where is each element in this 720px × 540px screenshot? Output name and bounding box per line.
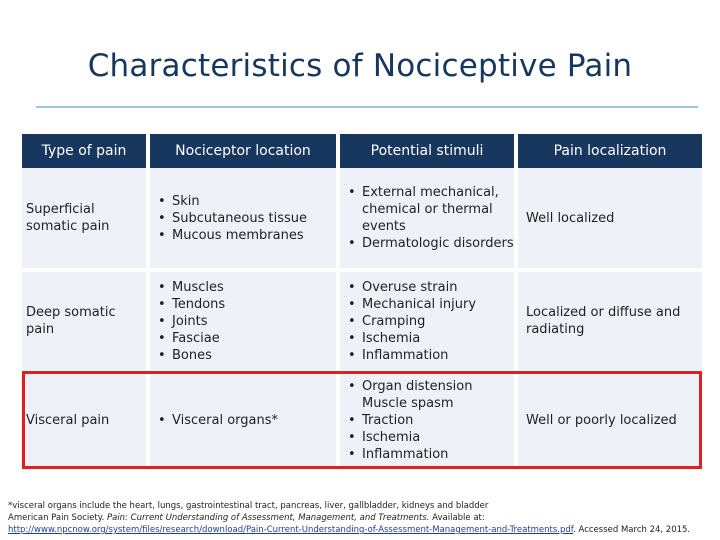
slide-title: Characteristics of Nociceptive Pain [87,48,633,84]
list-item: • Overuse strain [348,279,476,296]
list-item: • Cramping [348,313,476,330]
list-item: • Mechanical injury [348,296,476,313]
list-item: • Subcutaneous tissue [158,210,307,227]
list-item: • Bones [158,347,225,364]
cell-type: Superficial somatic pain [22,168,146,268]
footnote-citation: American Pain Society. Pain: Current Understanding of Assessment, Management, and Treatments. Available at: [8,513,485,523]
footnote [8,500,713,536]
header-type: Type of pain [22,134,146,168]
citation-link[interactable]: http://www.npcnow.org/system/files/research/download/Pain-Current-Understanding-of-Assessment-Management-and-Treatments.pdf [8,525,574,535]
list-item: • Inflammation [348,446,473,463]
cell-localization: Well localized [518,168,702,268]
title-divider [36,106,698,108]
footnote-link-line: http://www.npcnow.org/system/files/research/download/Pain-Current-Understanding-of-Assessment-Management-and-Treatments.pdf. Accessed March 24, 2015. [8,525,691,535]
table-row-visceral [22,374,702,466]
cell-localization: Well or poorly localized [518,374,702,466]
cell-stimuli [340,374,514,466]
list-item: • Dermatologic disorders [348,235,514,252]
list-item: • Visceral organs* [158,412,278,429]
list-item: • Skin [158,193,307,210]
list-item: • Joints [158,313,225,330]
cell-stimuli [340,168,514,268]
cell-stimuli [340,272,514,370]
list-item: • Ischemia [348,429,473,446]
footnote-visceral-organs: *visceral organs include the heart, lungs, gastrointestinal tract, pancreas, liver, gallbladder, kidneys and bladder [8,501,489,511]
table-row-superficial [22,168,702,268]
cell-type: Deep somatic pain [22,272,146,370]
list-item: • Fasciae [158,330,225,347]
cell-type: Visceral pain [22,374,146,466]
list-item: • Organ distension Muscle spasm [348,378,473,412]
list-item: • Ischemia [348,330,476,347]
cell-localization: Localized or diffuse and radiating [518,272,702,370]
list-item: • External mechanical, chemical or thermal events [348,184,514,235]
header-location: Nociceptor location [150,134,336,168]
cell-location [150,272,336,370]
list-item: • Traction [348,412,473,429]
cell-location [150,168,336,268]
table-row-deep-somatic [22,272,702,370]
header-stimuli: Potential stimuli [340,134,514,168]
list-item: • Muscles [158,279,225,296]
cell-location [150,374,336,466]
list-item: • Inflammation [348,347,476,364]
list-item: • Tendons [158,296,225,313]
header-localization: Pain localization [518,134,702,168]
list-item: • Mucous membranes [158,227,307,244]
